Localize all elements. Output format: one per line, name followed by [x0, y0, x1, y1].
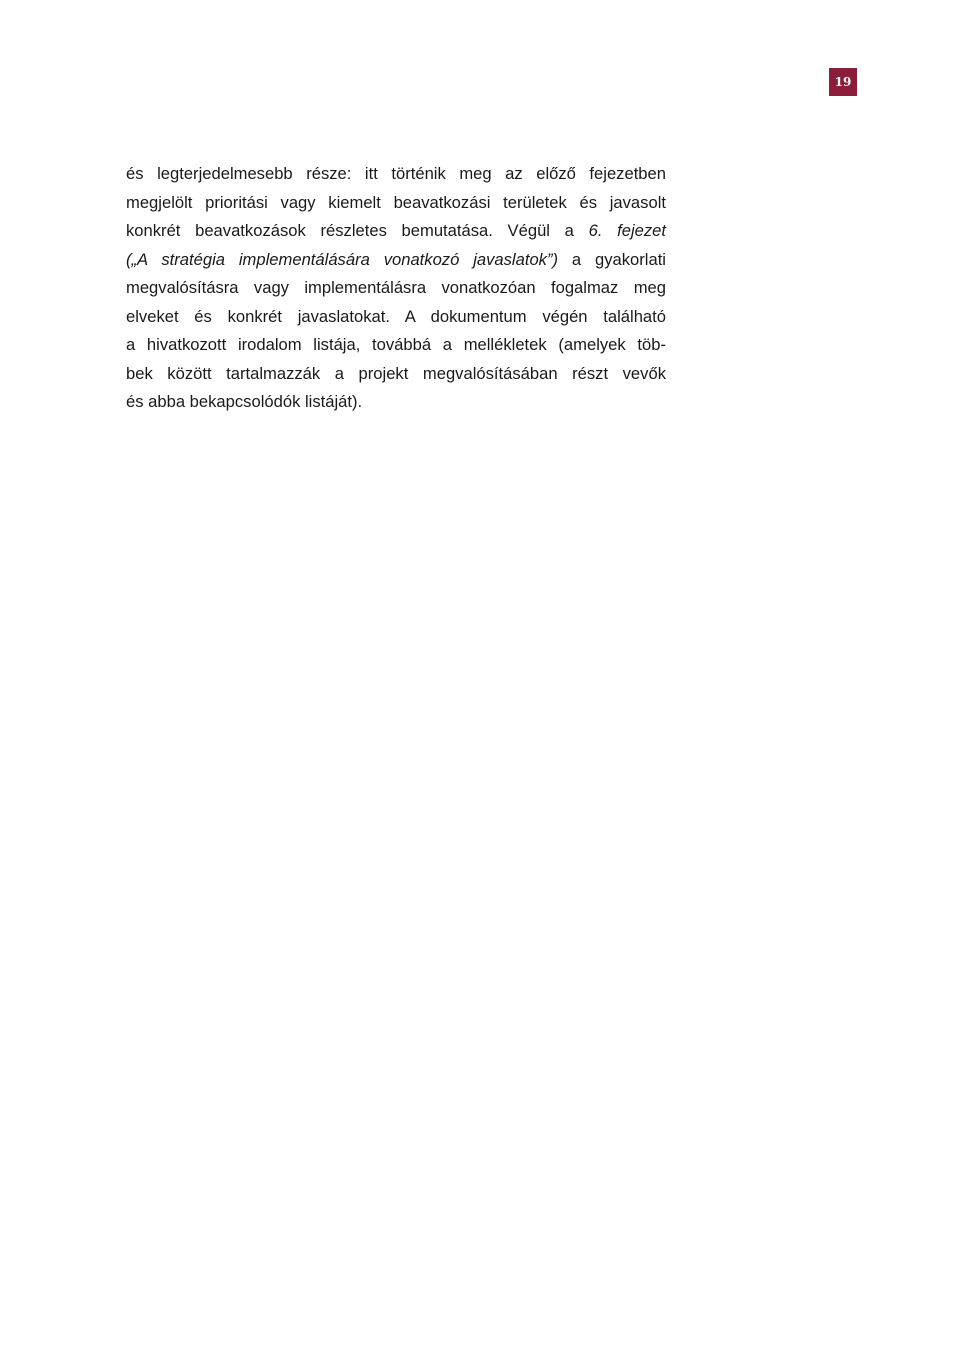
text-segment: a gyakorlati [558, 249, 666, 269]
text-line: a hivatkozott irodalom listája, továbbá a mellékletek (amelyek töb- [126, 335, 666, 354]
text-segment: konkrét beavatkozások részletes bemutatása. Végül a [126, 221, 589, 240]
body-paragraph [126, 160, 666, 417]
italic-chapter-title: („A stratégia implementálására vonatkozó javaslatok”) [126, 249, 559, 269]
text-line: és abba bekapcsolódók listáját). [126, 392, 363, 411]
italic-chapter-reference: 6. fejezet [588, 221, 667, 240]
text-line [126, 246, 666, 275]
page-number-badge: 19 [829, 68, 857, 96]
text-line: megvalósításra vagy implementálásra vonatkozóan fogalmaz meg [126, 278, 666, 297]
text-line: bek között tartalmazzák a projekt megvalósításában részt vevők [126, 363, 666, 383]
text-line: elveket és konkrét javaslatokat. A dokumentum végén található [126, 306, 666, 326]
text-line [126, 217, 666, 246]
text-line: megjelölt prioritási vagy kiemelt beavatkozási területek és javasolt [126, 192, 666, 212]
text-line: és legterjedelmesebb része: itt történik meg az előző fejezetben [126, 164, 666, 183]
